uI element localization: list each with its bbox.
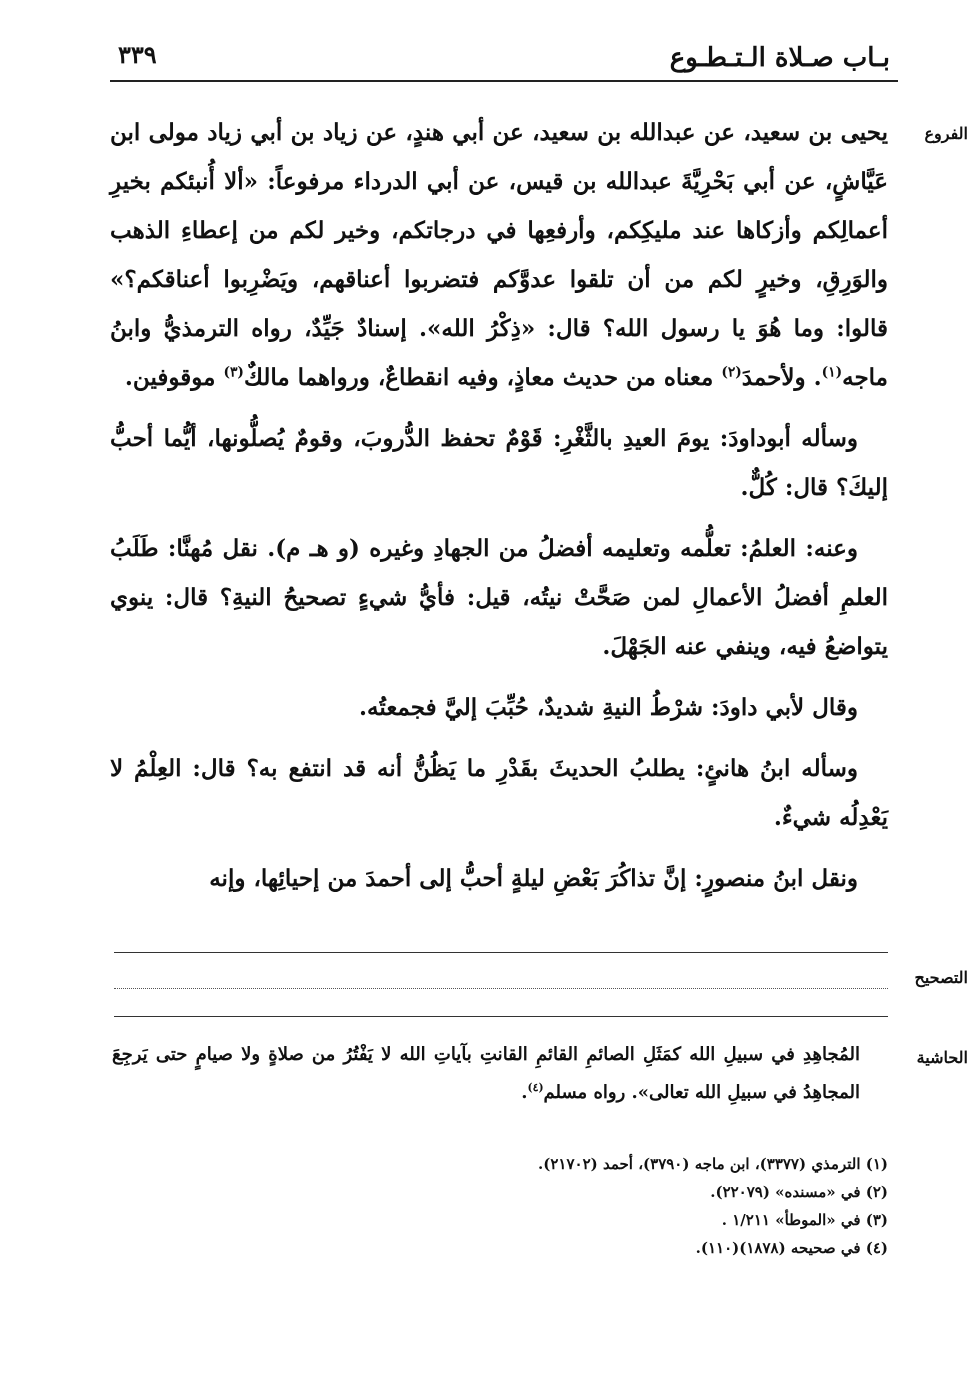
correction-area [114, 952, 888, 1018]
page-header [110, 38, 898, 82]
main-text-divider [114, 952, 888, 953]
paragraph-3: وعنه: العلمُ: تعلُّمه وتعليمه أفضلُ من الجهادِ وغيره (و هـ م). نقل مُهنَّا: طَلَبُ العلمِ أفضلُ الأعمالِ لمن صَحَّتْ نيتُه، قيل: فأيُّ شيءٍ تصحيحُ النيةِ؟ قال: ينوي يتواضعُ فيه، وينفي عنه الجَهْلَ. [110, 535, 888, 660]
margin-label-furu: الفروع [924, 124, 968, 143]
footnote-4: (٤) في صحيحه (١٨٧٨)(١١٠). [695, 1239, 888, 1257]
paragraph-1 [110, 108, 888, 402]
paragraph-1-text3: معناه من حديث معاذٍ، وفيه انقطاعٌ، ورواهما مالكٌ [243, 364, 722, 391]
page-number: ٣٣٩ [118, 40, 157, 69]
footnotes-section [110, 1150, 888, 1262]
chapter-title: بـاب صـلاة الـتـطـوع [669, 43, 890, 73]
main-text-body [110, 108, 888, 915]
footnote-3: (٣) في «الموطأ» ١/٢١١ . [721, 1211, 888, 1229]
paragraph-1-text4: موقوفين. [124, 364, 224, 391]
footnote-ref-1: (١) [821, 364, 843, 381]
paragraph-1-text: يحيى بن سعيد، عن عبدالله بن سعيد، عن أبي هندٍ، عن زياد بن أبي زياد مولى ابن عَيَّاشٍ، عن أبي بَحْرِيَّةَ عبدالله بن قيس، عن أبي الدرداء مرفوعاً: «ألا أُنبئكم بخيرِ أعمالِكم وأزكاها عند مليكِكم، وأرفعِها في درجاتكم، وخير لكم من إعطاءِ الذهب والوَرِقِ، وخيرٍ لكم من أن تلقوا عدوَّكم فتضربوا أعناقهم، ويَضْرِبوا أعناقكم؟» قالوا: وما هُوَ يا رسول الله؟ قال: «ذِكْرُ الله». إسنادٌ جَيِّدٌ، رواه الترمذيُّ وابنُ ماجه [110, 119, 888, 391]
paragraph-4: وقال لأبي داودَ: شرْطُ النيةِ شديدٌ، حُبِّبَ إليَّ فجمعتُه. [359, 694, 858, 721]
hashiya-body: المُجاهِدِ في سبيلِ الله كمَثَلِ الصائمِ القائمِ القانتِ بآياتِ الله لا يَفْتُرُ من صلاةٍ ولا صيامٍ حتى يَرجِعَ المجاهِدُ في سبيلِ الله تعالى». رواه مسلم [112, 1044, 860, 1103]
paragraph-6: ونقل ابنُ منصورٍ: إنَّ تذاكُرَ بَعْضِ ليلةٍ أحبُّ إلى أحمدَ من إحيائِها، وإنه [209, 865, 858, 892]
margin-label-hashiya: الحاشية [916, 1048, 968, 1067]
footnote-ref-2: (٢) [721, 364, 742, 381]
footnote-ref-4: (٤) [527, 1081, 544, 1094]
hashiya-end: . [521, 1082, 528, 1103]
hashiya-text [112, 1036, 860, 1112]
footnote-1: (١) الترمذي (٣٣٧٧)، ابن ماجه (٣٧٩٠)، أحمد (٢١٧٠٢). [538, 1155, 888, 1173]
footnote-ref-3: (٣) [223, 364, 244, 381]
hashiya-divider [114, 1016, 888, 1017]
paragraph-2: وسأله أبوداودَ: يومَ العيدِ بالثَّغْرِ: قَوْمٌ تحفظ الدُّروبَ، وقومٌ يُصلُّونها، أيُّما أحبُّ إليكَ؟ قال: كُلٌّ. [110, 425, 888, 501]
correction-dotted-line [114, 988, 888, 989]
paragraph-5: وسأله ابنُ هانئٍ: يطلبُ الحديثَ بقَدْرِ ما يَظُنُّ أنه قد انتفع به؟ قال: العِلْمُ لا يَعْدِلُه شيءٌ. [110, 755, 888, 831]
paragraph-1-text2: . ولأحمدَ [741, 364, 822, 391]
footnote-2: (٢) في «مسنده» (٢٢٠٧٩). [710, 1183, 888, 1201]
margin-label-tashih: التصحيح [914, 968, 968, 987]
